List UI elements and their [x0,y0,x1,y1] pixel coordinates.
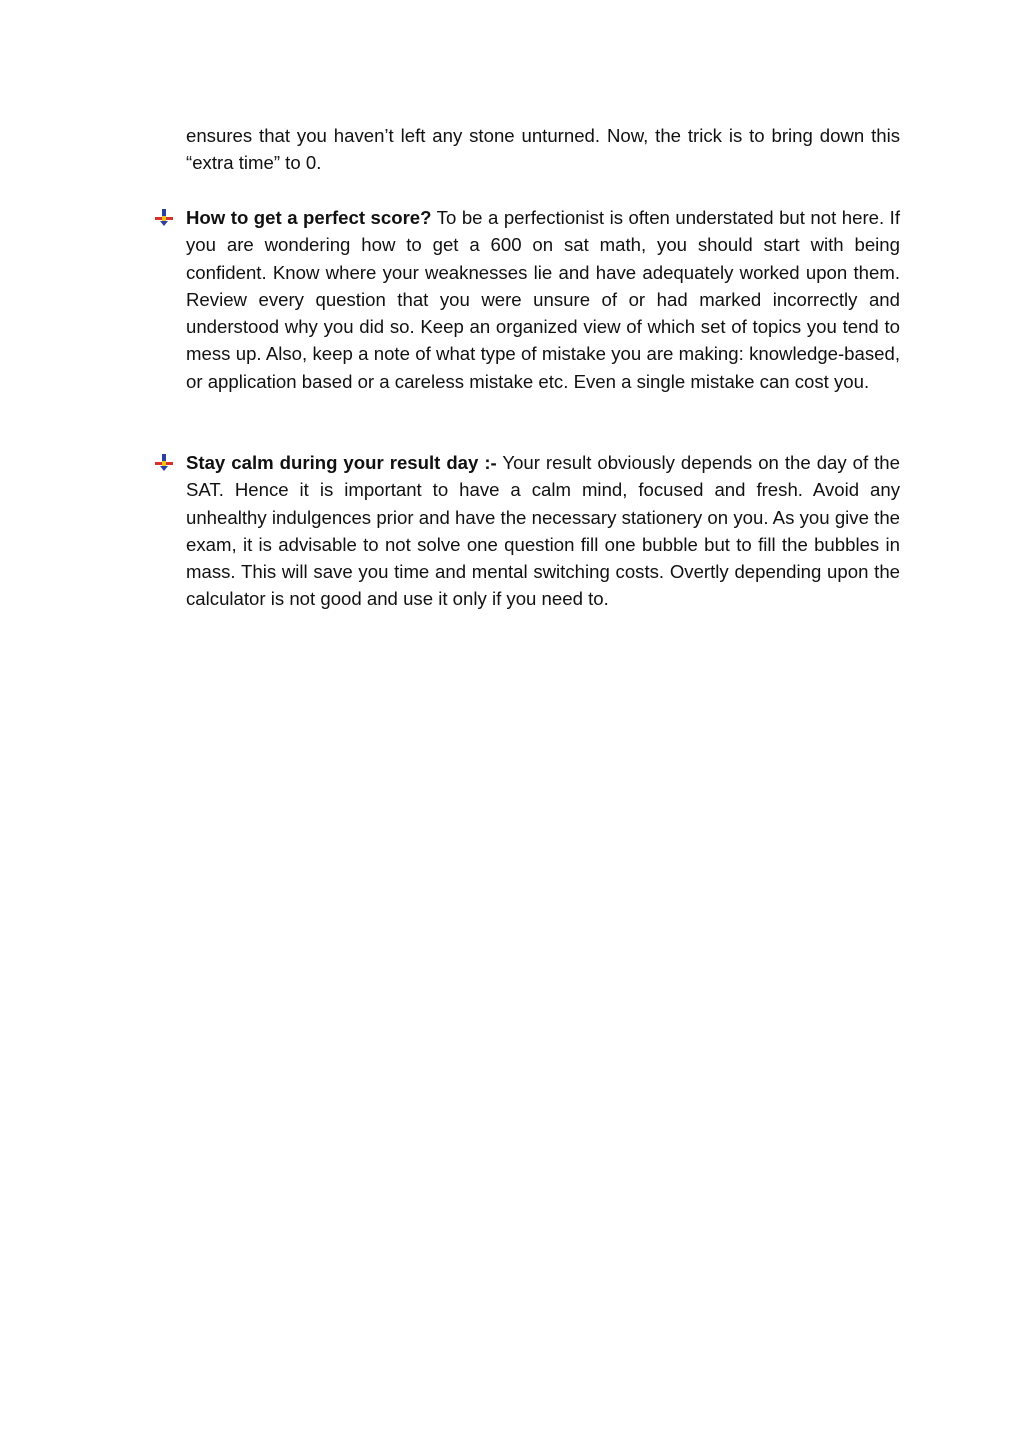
arrow-down-bullet-icon [155,209,173,227]
bullet-item-perfect-score [186,204,900,395]
bullet-heading: Stay calm during your result day :- [186,452,497,473]
bullet-heading: How to get a perfect score? [186,207,432,228]
bullet-body: To be a perfectionist is often understated but not here. If you are wondering how to get a 600 on sat math, you should start with being confident. Know where your weaknesses lie and have adequately worked upon them. Review every question that you were unsure of or had marked incorrectly and understood why you did so. Keep an organized view of which set of topics you tend to mess up. Also, keep a note of what type of mistake you are making: knowledge-based, or application based or a careless mistake etc. Even a single mistake can cost you. [186,207,900,392]
bullet-item-stay-calm [186,449,900,613]
arrow-down-bullet-icon [155,454,173,472]
continued-paragraph: ensures that you haven’t left any stone unturned. Now, the trick is to bring down this “extra time” to 0. [186,125,900,174]
bullet-body: Your result obviously depends on the day of the SAT. Hence it is important to have a calm mind, focused and fresh. Avoid any unhealthy indulgences prior and have the necessary stationery on you. As you give the exam, it is advisable to not solve one question fill one bubble but to fill the bubbles in mass. This will save you time and mental switching costs. Overtly depending upon the calculator is not good and use it only if you need to. [186,452,900,610]
